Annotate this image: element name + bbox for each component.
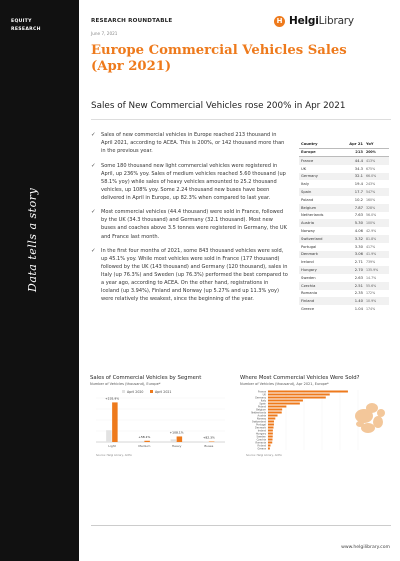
yoy-cell: 10.9% xyxy=(366,299,377,304)
table-row xyxy=(299,196,389,204)
tick-label: Portugal xyxy=(256,423,266,427)
country-cell: Ireland xyxy=(301,260,314,265)
bar xyxy=(268,412,282,414)
tick-label: Medium xyxy=(138,444,151,448)
country-chart xyxy=(240,375,392,463)
chart-source: Source: Helgi Library, ACEA xyxy=(246,454,282,457)
country-cell: Greece xyxy=(301,307,315,312)
chart-title: Where Most Commercial Vehicles Were Sold? xyxy=(240,375,360,381)
value-cell: 1.40 xyxy=(354,299,363,304)
value-cell: 5.30 xyxy=(354,221,363,226)
report-title: Europe Commercial Vehicles Sales (Apr 2021) xyxy=(91,43,347,74)
yoy-cell: 172% xyxy=(366,291,376,296)
bar xyxy=(268,430,273,432)
tick-label: Light xyxy=(108,444,116,448)
yoy-cell: 675% xyxy=(366,166,376,171)
bullet-item: ✓ Most commercial vehicles (44.4 thousand) were sold in France, followed by the UK (34.3 thousand) and Germany (32.1 thousand). Most new buses and coaches above 3.5 tonnes were registered in Germany, the UK and France last month. xyxy=(91,209,287,240)
chart-title: Sales of Commercial Vehicles by Segment xyxy=(90,375,202,381)
legend-label: April 2021 xyxy=(155,389,172,394)
logo-text: HelgiLibrary xyxy=(289,15,354,27)
tick-label: Denmark xyxy=(255,426,266,430)
bar xyxy=(171,439,177,442)
yoy-cell: 243% xyxy=(366,182,376,187)
tick-label: Sweden xyxy=(256,435,266,439)
country-cell: Romania xyxy=(301,291,318,296)
data-label: +108.1% xyxy=(169,430,184,435)
chart-subtitle: Number of Vehicles (thousand), Apr 2021, Europe* xyxy=(240,382,329,386)
table-row xyxy=(299,251,389,259)
europe-map-icon xyxy=(355,403,385,433)
value-cell: 2.63 xyxy=(354,275,363,280)
tick-label: France xyxy=(258,390,266,394)
yoy-cell: 547% xyxy=(366,190,376,195)
value-cell: 34.3 xyxy=(354,166,363,171)
divider xyxy=(91,119,391,120)
data-label: +82.3% xyxy=(202,435,215,440)
value-cell: 44.4 xyxy=(354,158,363,163)
yoy-cell: 739% xyxy=(366,260,376,265)
bullet-item: ✓ Some 180 thousand new light commercial vehicles were registered in April, up 236% yoy. Sales of medium vehicles reached 5.60 thousand (up 58.1% yoy) while sales of heavy vehicles amounted to 25.2 thousand vehicles, up 108% yoy. Some 2.24 thousand new buses have been delivered in April in Europe, up 82.3% when compared to last year. xyxy=(91,162,286,201)
footer-divider xyxy=(91,525,391,526)
map-region xyxy=(366,403,378,413)
tick-label: Switzerland xyxy=(252,420,266,424)
map-region xyxy=(356,421,364,427)
country-cell: Finland xyxy=(301,299,315,304)
bar xyxy=(268,409,282,411)
yoy-cell: 55.6% xyxy=(366,283,377,288)
bar xyxy=(268,397,326,399)
country-cell: Denmark xyxy=(301,252,318,257)
tick-label: Netherlands xyxy=(251,411,266,415)
table-row xyxy=(299,227,389,235)
tick-label: Hungary xyxy=(255,432,266,436)
bullet-item: ✓ Sales of new commercial vehicles in Europe reached 213 thousand in April 2021, according to ACEA. This is 200%, or 142 thousand more than in the previous year. xyxy=(91,132,285,155)
yoy-cell: 100% xyxy=(366,221,376,226)
table-row xyxy=(299,235,389,243)
bar xyxy=(268,427,274,429)
logo-icon: H xyxy=(274,16,285,27)
value-cell: 2.70 xyxy=(354,268,363,273)
table-row xyxy=(299,219,389,227)
value-cell: 2.51 xyxy=(354,283,363,288)
yoy-cell: 160% xyxy=(366,197,376,202)
value-cell: 2.71 xyxy=(354,260,363,265)
category-label: EQUITY RESEARCH xyxy=(11,19,41,32)
table-row xyxy=(299,305,389,313)
segment-chart-plot xyxy=(90,386,231,460)
bar xyxy=(268,418,275,420)
report-date: June 7, 2021 xyxy=(91,31,118,36)
table-row xyxy=(299,258,389,266)
country-sales-table xyxy=(299,140,389,313)
country-cell: Sweden xyxy=(301,275,316,280)
country-cell: Netherlands xyxy=(301,213,324,218)
logo[interactable] xyxy=(274,15,354,27)
bar xyxy=(177,436,183,442)
bar xyxy=(268,400,303,402)
table-row xyxy=(299,266,389,274)
tick-label: Germany xyxy=(255,396,266,400)
legend-swatch xyxy=(150,390,153,393)
tick-label: Finland xyxy=(257,444,266,448)
bar xyxy=(268,391,348,393)
yoy-cell: 41.9% xyxy=(366,252,377,257)
table-row xyxy=(299,282,389,290)
country-cell: Germany xyxy=(301,174,318,179)
bar xyxy=(268,421,274,423)
country-cell: Europe xyxy=(301,150,316,155)
yoy-cell: 14.7% xyxy=(366,275,377,280)
sidebar xyxy=(0,0,79,561)
table-row xyxy=(299,149,389,157)
yoy-cell: 413% xyxy=(366,158,376,163)
tick-label: Ireland xyxy=(257,429,266,433)
bar xyxy=(268,433,273,435)
table-row xyxy=(299,290,389,298)
country-cell: UK xyxy=(301,166,307,171)
country-chart-plot xyxy=(240,386,392,460)
table-row xyxy=(299,212,389,220)
bar xyxy=(268,448,270,450)
country-cell: Portugal xyxy=(301,244,317,249)
bar xyxy=(268,439,273,441)
yoy-cell: 66.0% xyxy=(366,174,377,179)
value-cell: 3.30 xyxy=(354,244,363,249)
yoy-cell: 135.9% xyxy=(366,268,379,273)
data-label: +58.1% xyxy=(138,434,151,439)
country-cell: Poland xyxy=(301,197,314,202)
report-subtitle: Sales of New Commercial Vehicles rose 200% in Apr 2021 xyxy=(91,101,346,111)
country-cell: Norway xyxy=(301,229,315,234)
table-row xyxy=(299,180,389,188)
tick-label: Czechia xyxy=(256,438,266,442)
value-cell: 4.06 xyxy=(354,229,363,234)
bar xyxy=(112,402,118,442)
segment-chart xyxy=(90,375,231,463)
country-cell: Hungary xyxy=(301,268,317,273)
yoy-cell: 42.9% xyxy=(366,229,377,234)
value-cell: 10.2 xyxy=(354,197,363,202)
table-row xyxy=(299,188,389,196)
table-row xyxy=(299,173,389,181)
tick-label: Poland xyxy=(258,405,266,409)
check-icon: ✓ xyxy=(91,162,96,169)
bullet-item: ✓ In the first four months of 2021, some 843 thousand vehicles were sold, up 45.1% yoy. While most vehicles were sold in France (177 thousand) followed by the UK (143 thousand) and Germany (120 thousand), sales in Italy (up 76.3%) and Sweden (up 76.3%) performed the best compared to a year ago, according to ACEA. On the other hand, registrations in Iceland (up 3.94%), Finland and Norway (up 5.27% and up 11.3% yoy) were relatively the weakest, since the beginning of the year. xyxy=(91,248,288,303)
bar xyxy=(268,436,273,438)
value-cell: 32.1 xyxy=(354,174,363,179)
tick-label: Austria xyxy=(257,414,266,418)
tick-label: Norway xyxy=(256,417,266,421)
yoy-cell: 328% xyxy=(366,205,376,210)
chart-subtitle: Number of Vehicles (thousand), Europe* xyxy=(90,382,161,386)
tick-label: Italy xyxy=(260,399,266,403)
bar xyxy=(268,394,330,396)
bar xyxy=(138,441,144,442)
bar xyxy=(106,430,112,442)
legend-swatch xyxy=(122,390,125,393)
bar xyxy=(268,415,278,417)
country-cell: Spain xyxy=(301,190,312,195)
chart-source: Source: Helgi Library, ACEA xyxy=(96,454,132,457)
slogan: Data tells a story xyxy=(26,187,39,292)
value-cell: 1.04 xyxy=(354,307,363,312)
check-icon: ✓ xyxy=(91,209,96,216)
tick-label: Romania xyxy=(255,441,266,445)
tick-label: Spain xyxy=(259,402,266,406)
country-cell: Belgium xyxy=(301,205,317,210)
data-label: +235.9% xyxy=(105,396,120,401)
table-row xyxy=(299,204,389,212)
footer-link[interactable]: www.helgilibrary.com xyxy=(341,545,390,550)
check-icon: ✓ xyxy=(91,248,96,255)
tick-label: UK xyxy=(262,393,266,397)
tick-label: Greece xyxy=(257,447,266,451)
bar xyxy=(144,441,150,442)
value-cell: 19.4 xyxy=(354,182,363,187)
yoy-cell: 417% xyxy=(366,244,376,249)
value-cell: 213 xyxy=(355,150,363,155)
country-cell: Czechia xyxy=(301,283,316,288)
table-row xyxy=(299,243,389,251)
value-cell: 2.35 xyxy=(354,291,363,296)
bullet-list xyxy=(91,131,288,310)
table-row xyxy=(299,165,389,173)
country-cell: Austria xyxy=(301,221,315,226)
tick-label: Heavy xyxy=(171,444,182,448)
value-cell: 17.7 xyxy=(354,190,363,195)
tick-label: Buses xyxy=(204,444,214,448)
header-label: RESEARCH ROUNDTABLE xyxy=(91,18,173,24)
check-icon: ✓ xyxy=(91,132,96,138)
tick-label: Belgium xyxy=(256,408,266,412)
map-region xyxy=(377,409,385,417)
value-cell: 3.32 xyxy=(354,236,363,241)
value-cell: 3.06 xyxy=(354,252,363,257)
bar xyxy=(268,406,286,408)
legend-label: April 2020 xyxy=(127,389,144,394)
country-cell: Italy xyxy=(301,182,309,187)
bar xyxy=(268,442,272,444)
bar xyxy=(268,403,300,405)
yoy-cell: 200% xyxy=(366,150,376,155)
country-cell: France xyxy=(301,158,314,163)
value-cell: 7.63 xyxy=(354,213,363,218)
value-cell: 7.87 xyxy=(354,205,363,210)
table-row xyxy=(299,297,389,305)
country-cell: Switzerland xyxy=(301,236,323,241)
bar xyxy=(268,445,271,447)
table-row xyxy=(299,157,389,165)
table-row xyxy=(299,274,389,282)
yoy-cell: 81.8% xyxy=(366,236,377,241)
table-header: Country Apr 21 YoY xyxy=(301,142,374,146)
bar xyxy=(268,424,274,426)
yoy-cell: 56.0% xyxy=(366,213,377,218)
yoy-cell: 174% xyxy=(366,307,376,312)
